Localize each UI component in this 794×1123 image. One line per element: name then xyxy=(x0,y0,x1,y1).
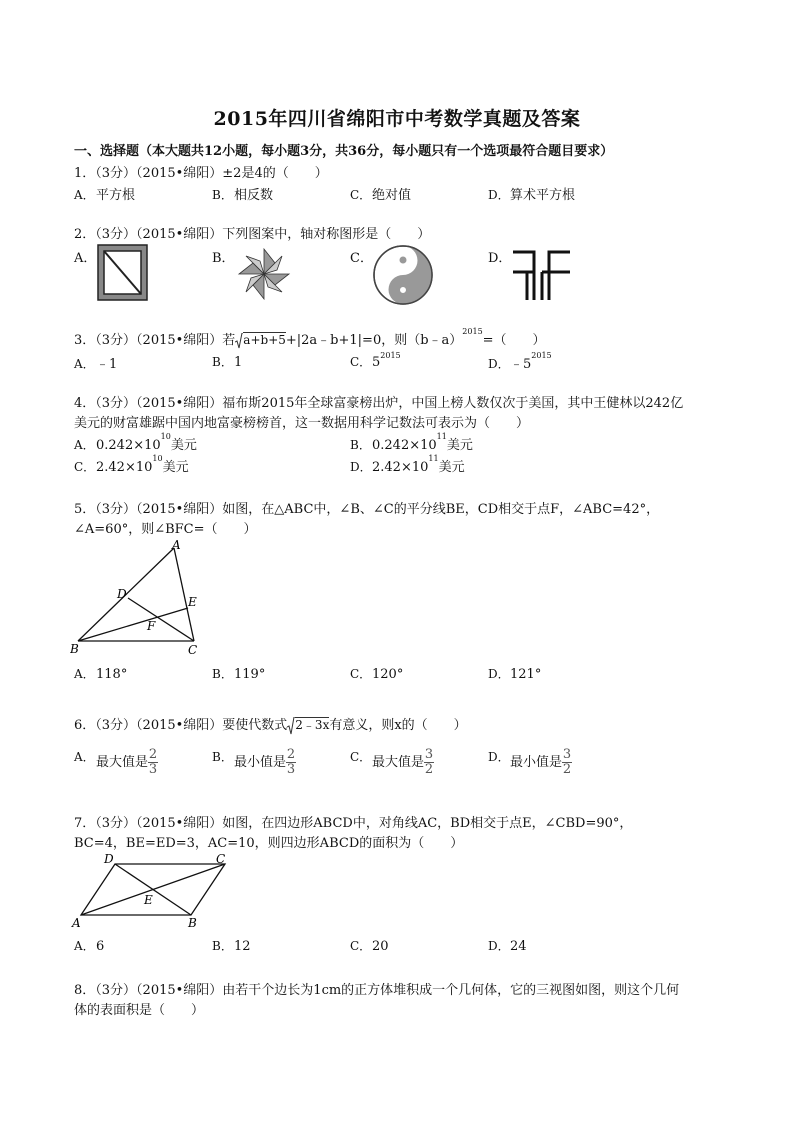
q7-label-d: D xyxy=(104,852,114,866)
q6-radicand: 2﹣3x xyxy=(295,718,330,732)
q1-option-a: A．平方根 xyxy=(74,188,136,203)
q3-option-c: C．$5^{2015}$ xyxy=(350,351,401,370)
q1-option-b: B．相反数 xyxy=(212,188,274,203)
q1-option-d: D．算术平方根 xyxy=(488,188,576,203)
q7-quadrilateral-figure xyxy=(70,849,240,933)
q5-label-b: B xyxy=(70,642,79,656)
q7-option-a: A．6 xyxy=(74,939,105,954)
q2-figure-square xyxy=(97,244,149,302)
question-5-line1: 5．（3分）（2015•绵阳）如图，在△ABC中，∠B、∠C的平分线BE，CD相交于点F，∠ABC=42°， xyxy=(74,502,660,517)
q2-key-c: C． xyxy=(350,251,373,266)
q5-label-a: A xyxy=(172,538,181,552)
q4-option-c: C．$2.42\times 10^{10}$美元 xyxy=(74,454,189,475)
q4-option-a: A．$0.242\times 10^{10}$美元 xyxy=(74,432,197,453)
q7-label-e: E xyxy=(144,893,153,907)
q6-option-c: C．最大值是 $\frac{3}{2}$ xyxy=(350,747,434,777)
q2-key-a: A． xyxy=(74,251,97,266)
q6-option-b: B．最小值是 $\frac{2}{3}$ xyxy=(212,747,296,777)
question-4-line2: 美元的财富雄踞中国内地富豪榜榜首，这一数据用科学记数法可表示为（ ） xyxy=(74,416,530,431)
q4-option-b: B．$0.242\times 10^{11}$美元 xyxy=(350,432,473,453)
section-heading: 一、选择题（本大题共12小题，每小题3分，共36分，每小题只有一个选项最符合题目要求） xyxy=(74,144,614,159)
q5-triangle-figure xyxy=(70,538,210,658)
q6-option-a: A．最大值是 $\frac{2}{3}$ xyxy=(74,747,158,777)
question-8-line1: 8．（3分）（2015•绵阳）由若干个边长为1cm的正方体堆积成一个几何体，它的三视图如图，则这个几何 xyxy=(74,983,680,998)
question-7-line1: 7．（3分）（2015•绵阳）如图，在四边形ABCD中，对角线AC，BD相交于点E，∠CBD=90°， xyxy=(74,816,633,831)
q5-label-f: F xyxy=(147,619,156,633)
page-title: 2015年四川省绵阳市中考数学真题及答案 xyxy=(213,108,581,130)
q4-option-d: D．$2.42\times 10^{11}$美元 xyxy=(350,454,465,475)
q7-option-b: B．12 xyxy=(212,939,251,954)
q7-label-b: B xyxy=(188,916,197,930)
q6-option-d: D．最小值是 $\frac{3}{2}$ xyxy=(488,747,572,777)
q3-option-a: A．﹣1 xyxy=(74,357,118,372)
q2-key-b: B． xyxy=(212,251,235,266)
q3-option-d: D．$﹣5^{2015}$ xyxy=(488,351,552,372)
q2-figure-pinwheel xyxy=(236,247,292,301)
q1-option-c: C．绝对值 xyxy=(350,188,412,203)
question-7-line2: BC=4，BE=ED=3，AC=10，则四边形ABCD的面积为（ ） xyxy=(74,836,464,851)
q5-option-b: B．119° xyxy=(212,667,266,682)
question-4-line1: 4．（3分）（2015•绵阳）福布斯2015年全球富豪榜出炉，中国上榜人数仅次于美国，其中王健林以242亿 xyxy=(74,396,684,411)
q7-label-a: A xyxy=(72,916,81,930)
question-2-stem: 2．（3分）（2015•绵阳）下列图案中，轴对称图形是（ ） xyxy=(74,227,431,242)
q7-label-c: C xyxy=(216,852,226,866)
q2-key-d: D． xyxy=(488,251,512,266)
question-1-stem: 1．（3分）（2015•绵阳）±2是4的（ ） xyxy=(74,166,328,181)
question-8-line2: 体的表面积是（ ） xyxy=(74,1003,205,1018)
q5-option-c: C．120° xyxy=(350,667,404,682)
q3-radicand: a+b+5 xyxy=(243,333,286,347)
q3-option-b: B．1 xyxy=(212,355,243,370)
question-6-stem: 6．（3分）（2015•绵阳）要使代数式 2﹣3x有意义，则x的（ ） xyxy=(74,718,467,733)
q5-label-e: E xyxy=(188,595,197,609)
q7-option-d: D．24 xyxy=(488,939,527,954)
q5-label-d: D xyxy=(117,587,127,601)
q5-option-a: A．118° xyxy=(74,667,128,682)
question-3-stem: 3．（3分）（2015•绵阳）若 a+b+5+|2a﹣b+1|=0，则（b﹣a）$^{2015}$=（ ） xyxy=(74,327,546,348)
q2-figure-fork-glyph xyxy=(512,246,572,302)
question-5-line2: ∠A=60°，则∠BFC=（ ） xyxy=(74,522,257,537)
q5-option-d: D．121° xyxy=(488,667,542,682)
q2-figure-yin-yang xyxy=(372,244,434,306)
q5-label-c: C xyxy=(188,643,198,657)
q7-option-c: C．20 xyxy=(350,939,389,954)
